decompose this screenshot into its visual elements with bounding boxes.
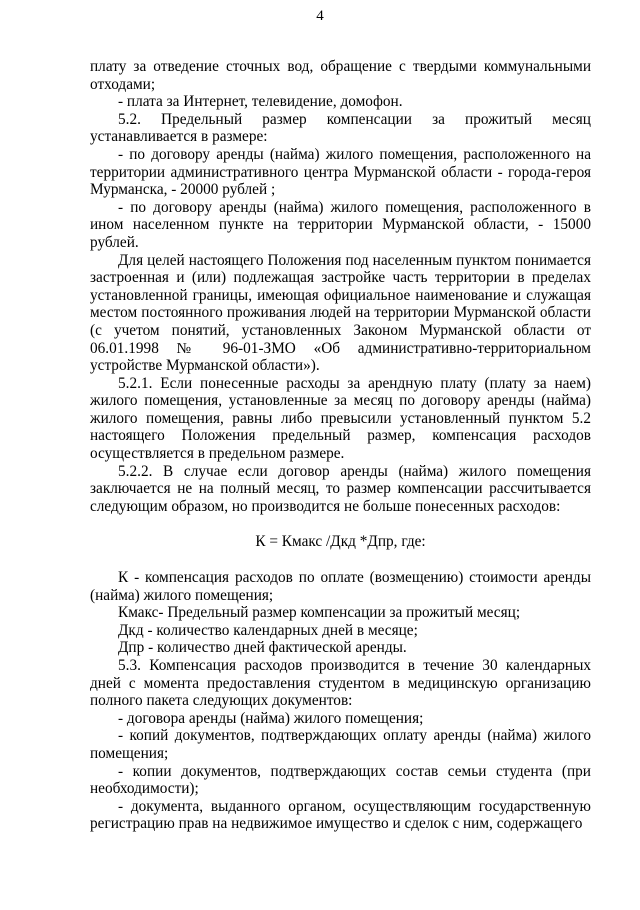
paragraph-5-2: 5.2. Предельный размер компенсации за прожитый месяц устанавливается в размере: [90, 110, 591, 146]
definition-dkd: Дкд - количество календарных дней в месяце; [118, 621, 418, 639]
page-number: 4 [316, 8, 324, 24]
paragraph-5-3: 5.3. Компенсация расходов производится в течение 30 календарных дней с момента предоставления студентом в медицинскую организацию полного пакета следующих документов: [90, 657, 591, 710]
definition-k: К - компенсация расходов по оплате (возмещению) стоимости аренды (найма) жилого помещения; [90, 569, 591, 604]
compensation-formula: К = Кмакс /Дкд *Дпр, где: [255, 533, 426, 551]
paragraph-5-2-1: 5.2.1. Если понесенные расходы за арендную плату (плату за наем) жилого помещения, установленные за месяц по договору аренды (найма) жилого помещения, равны либо превысили установленный пунктом 5.2 настоящего Положения предельный размер, компенсация расходов осуществляется в предельном размере. [90, 374, 591, 463]
definition-kmaks: Кмакс- Предельный размер компенсации за прожитый месяц; [118, 604, 521, 622]
paragraph-5-3-item-2: - копий документов, подтверждающих оплату аренды (найма) жилого помещения; [90, 727, 591, 762]
paragraph-5-3-item-3: - копии документов, подтверждающих состав семьи студента (при необходимости); [90, 762, 591, 798]
paragraph-settlement-definition: Для целей настоящего Положения под населенным пунктом понимается застроенная и (или) подлежащая застройке часть территории в пределах установленной границы, имеющая официальное наименование и служащая местом постоянного проживания людей на территории Мурманской области (с учетом понятий, установленных Законом Мурманской области от 06.01.1998 № 96-01-ЗМО «Об административно-территориальном устройстве Мурманской области»). [90, 251, 591, 375]
paragraph-2: - плата за Интернет, телевидение, домофон. [118, 93, 403, 111]
paragraph-5-2-2: 5.2.2. В случае если договор аренды (найма) жилого помещения заключается не на полный месяц, то размер компенсации рассчитывается следующим образом, но производится не больше понесенных расходов: [90, 462, 591, 515]
paragraph-1: плату за отведение сточных вод, обращение с твердыми коммунальными отходами; [90, 58, 591, 93]
paragraph-5-2-item-2: - по договору аренды (найма) жилого помещения, расположенного в ином населенном пункте на территории Мурманской области, - 15000 рублей. [90, 198, 591, 251]
paragraph-5-3-item-4: - документа, выданного органом, осуществляющим государственную регистрацию прав на недвижимое имущество и сделок с ним, содержащего [90, 797, 591, 833]
paragraph-5-3-item-1: - договора аренды (найма) жилого помещения; [118, 709, 424, 727]
document-body [90, 58, 591, 833]
definition-dpr: Дпр - количество дней фактической аренды. [118, 639, 407, 657]
paragraph-5-2-item-1: - по договору аренды (найма) жилого помещения, расположенного на территории административного центра Мурманской области - города-героя Мурманска, - 20000 рублей ; [90, 145, 591, 199]
